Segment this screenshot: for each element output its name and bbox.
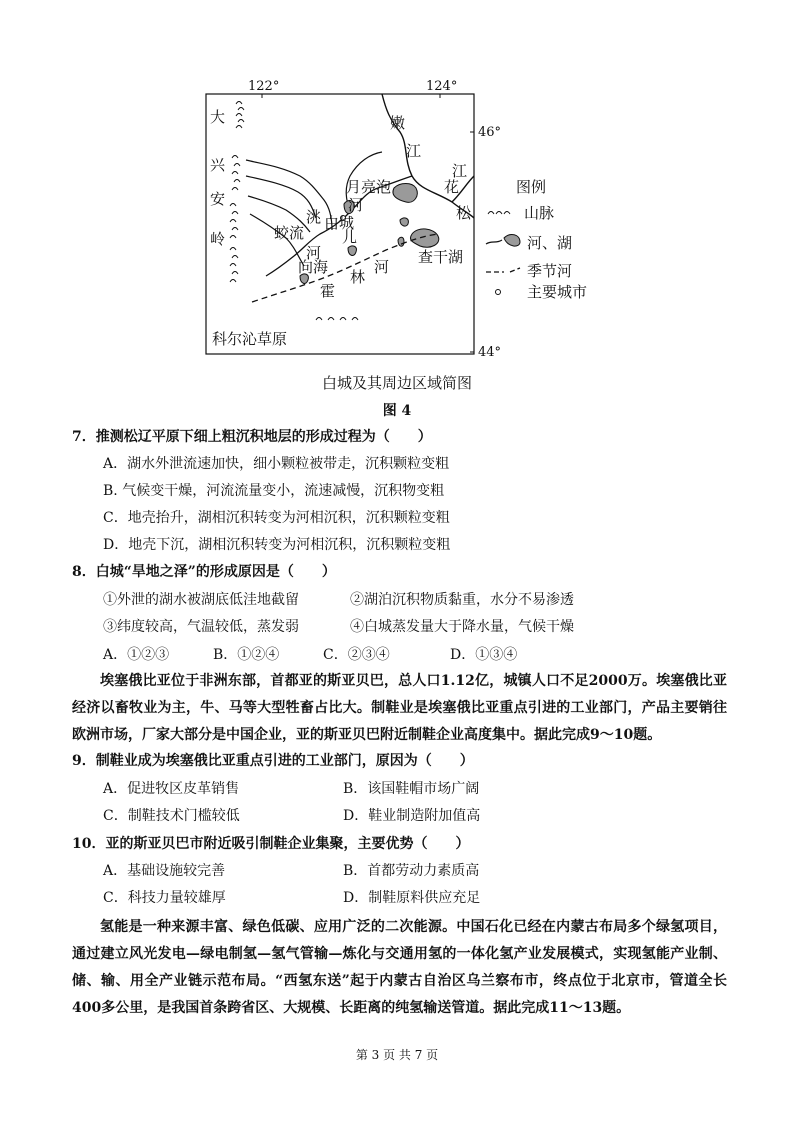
- q9-option-c: C．制鞋技术门槛较低: [103, 808, 240, 824]
- q9-option-b: B．该国鞋帽市场广阔: [343, 781, 480, 797]
- legend-seasonal-river-label: 季节河: [527, 262, 573, 280]
- label-huolin-huo: 霍: [320, 282, 336, 300]
- lake-small-2: [398, 237, 404, 246]
- label-jiaoliu: 蛟流: [274, 224, 305, 242]
- legend-city-icon: [496, 290, 501, 295]
- map-lines: [200, 80, 520, 366]
- legend-title: 图例: [516, 178, 547, 196]
- q8-stem: 8．白城“旱地之泽”的形成原因是（ ）: [72, 564, 336, 580]
- mountain-range-icon: [230, 102, 358, 321]
- label-nen: 嫩: [390, 114, 406, 132]
- nen-river: [382, 94, 474, 218]
- coord-122: 122°: [248, 79, 280, 94]
- label-huolin-lin: 林: [350, 268, 366, 286]
- chagan-lake: [410, 229, 438, 247]
- label-taoer-er: 儿: [342, 228, 358, 246]
- q10-option-a: A．基础设施较完善: [103, 863, 226, 879]
- passage-hydrogen: 氢能是一种来源丰富、绿色低碳、应用广泛的二次能源。中国石化已经在内蒙古布局多个绿氢项目，通过建立风光发电—绿电制氢—氢气管输—炼化与交通用氢的一体化氢产业发展模式，实现氢能产业制、储、输、用全产业链示范布局。“西氢东送”起于内蒙古自治区乌兰察布市，终点位于北京市，管道全长400多公里，是我国首条跨省区、大规模、长距离的纯氢输送管道。据此完成11～13题。: [72, 919, 727, 1016]
- lake-small-1: [400, 218, 408, 226]
- q8-option-d: D．①③④: [450, 647, 518, 663]
- coord-44: 44°: [478, 345, 502, 360]
- label-an: 安: [210, 190, 226, 208]
- coord-124: 124°: [426, 79, 458, 94]
- label-xing: 兴: [210, 156, 226, 174]
- map-caption: 白城及其周边区域简图: [321, 374, 472, 392]
- figure-label: 图 4: [382, 403, 412, 419]
- label-baicheng: 白城: [324, 214, 355, 232]
- q9-stem: 9．制鞋业成为埃塞俄比亚重点引进的工业部门，原因为（ ）: [72, 753, 474, 769]
- label-horqin: 科尔沁草原: [212, 330, 288, 348]
- q7-option-b: B. 气候变干燥，河流流量变小，流速减慢，沉积物变粗: [103, 483, 445, 499]
- legend-city-label: 主要城市: [527, 283, 588, 301]
- legend-seasonal-river-icon: [486, 268, 520, 272]
- q9-option-d: D．鞋业制造附加值高: [343, 808, 481, 824]
- q7-option-d: D．地壳下沉，湖相沉积转变为河相沉积，沉积颗粒变粗: [103, 537, 451, 553]
- yueliangpao-lake: [393, 184, 417, 203]
- legend-river-icon: [486, 240, 502, 244]
- q8-item-1: ①外泄的湖水被湖底低洼地截留: [103, 592, 299, 608]
- label-nen-jiang: 江: [406, 142, 422, 160]
- q8-item-4: ④白城蒸发量大于降水量，气候干燥: [350, 619, 574, 635]
- q10-stem: 10．亚的斯亚贝巴市附近吸引制鞋企业集聚，主要优势（ ）: [72, 836, 470, 852]
- q8-item-2: ②湖泊沉积物质黏重，水分不易渗透: [350, 592, 574, 608]
- q8-option-a: A．①②③: [103, 647, 170, 663]
- label-taoer-he: 河: [348, 196, 364, 214]
- label-huolin-he: 河: [374, 258, 390, 276]
- passage-ethiopia: 埃塞俄比亚位于非洲东部，首都亚的斯亚贝巴，总人口1.12亿，城镇人口不足2000万。埃塞俄比亚经济以畜牧业为主，牛、马等大型牲畜占比大。制鞋业是埃塞俄比亚重点引进的工业部门，产品主要销往欧洲市场，厂家大部分是中国企业，亚的斯亚贝巴附近制鞋企业高度集中。据此完成9～10题。: [72, 673, 727, 743]
- page-footer: 第 3 页 共 7 页: [355, 1048, 439, 1062]
- label-chaganhu: 查干湖: [418, 248, 464, 266]
- label-songhua-hua: 花: [444, 178, 460, 196]
- legend-mountain-icon: [488, 212, 510, 215]
- q10-option-d: D．制鞋原料供应充足: [343, 890, 481, 906]
- q8-item-3: ③纬度较高，气温较低，蒸发弱: [103, 619, 299, 635]
- label-ling: 岭: [210, 230, 226, 248]
- coord-46: 46°: [478, 125, 502, 140]
- q8-option-b: B．①②④: [213, 647, 280, 663]
- q7-option-a: A．湖水外泄流速加快，细小颗粒被带走，沉积颗粒变粗: [103, 456, 450, 472]
- label-jiaoliu-he: 河: [306, 244, 322, 262]
- label-songhua-song: 松: [456, 204, 472, 222]
- lake-small-3: [348, 246, 356, 256]
- q10-option-b: B．首都劳动力素质高: [343, 863, 480, 879]
- q7-option-c: C．地壳抬升，湖相沉积转变为河相沉积，沉积颗粒变粗: [103, 510, 450, 526]
- legend-mountain-label: 山脉: [524, 204, 555, 222]
- label-xianghai: 向海: [298, 258, 329, 276]
- q9-option-a: A．促进牧区皮革销售: [103, 781, 240, 797]
- legend-river-lake-label: 河、湖: [527, 234, 573, 252]
- label-taoer-tao: 洮: [306, 208, 322, 226]
- label-da: 大: [210, 108, 226, 126]
- label-yueliangpao: 月亮泡: [346, 178, 392, 196]
- q8-option-c: C．②③④: [323, 647, 390, 663]
- q10-option-c: C．科技力量较雄厚: [103, 890, 226, 906]
- label-songhua-jiang: 江: [452, 162, 468, 180]
- legend-lake-icon: [504, 235, 520, 247]
- q7-stem: 7．推测松辽平原下细上粗沉积地层的形成过程为（ ）: [72, 429, 432, 445]
